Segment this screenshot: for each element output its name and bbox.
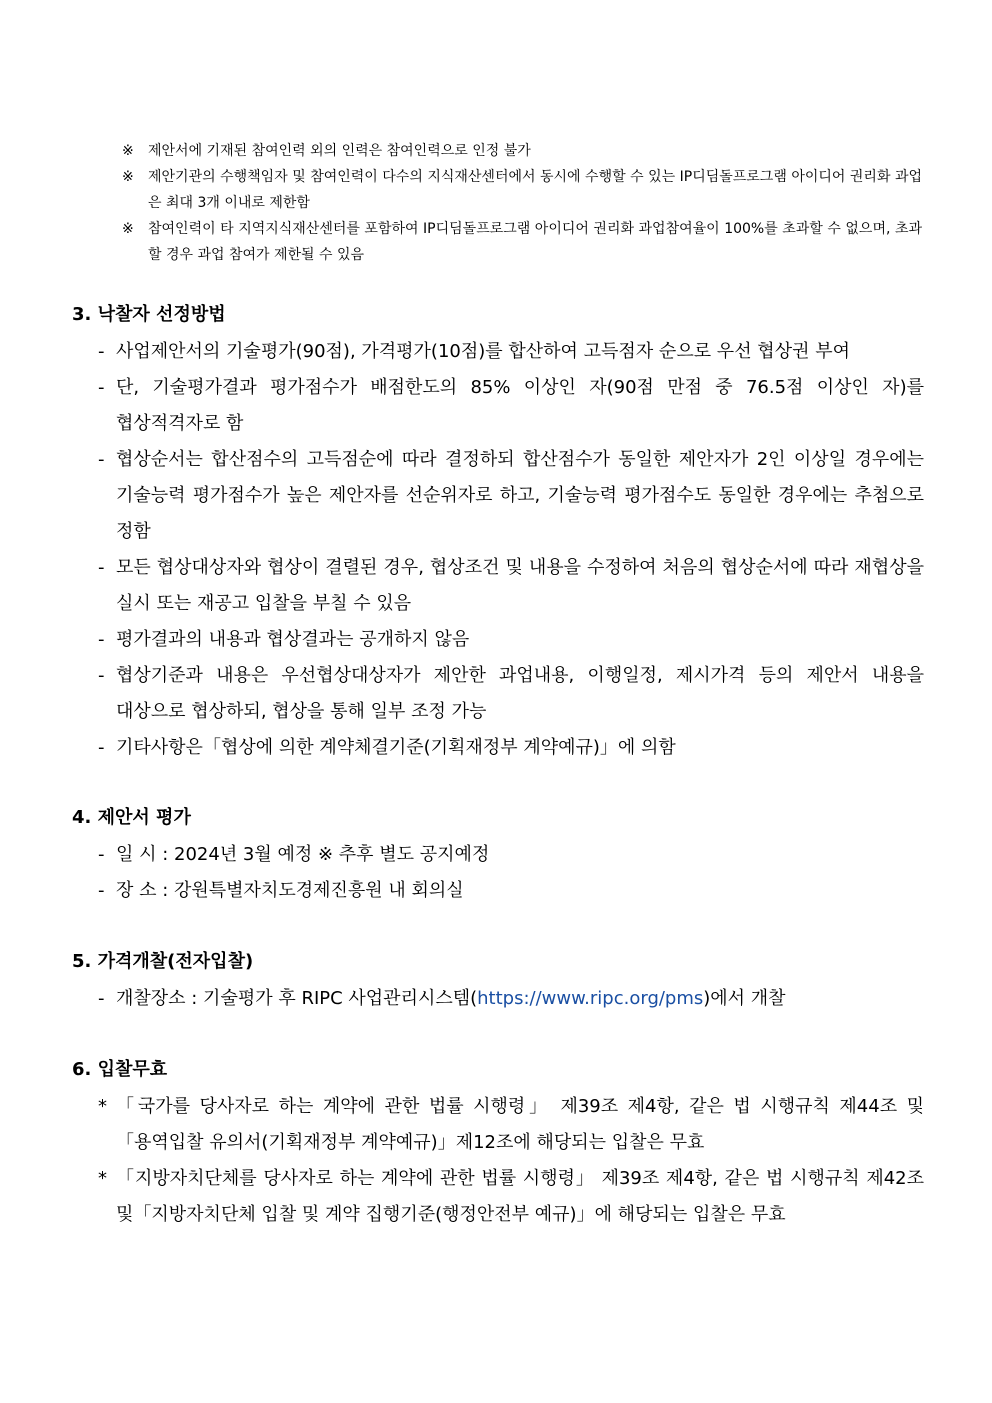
section-winner-selection	[72, 300, 924, 766]
note-item	[122, 138, 922, 164]
dash-bullet: -	[98, 665, 105, 686]
dash-bullet: -	[98, 557, 105, 578]
note-text: 참여인력이 타 지역지식재산센터를 포함하여 IP디딤돌프로그램 아이디어 권리화 과업참여율이 100%를 초과할 수 없으며, 초과할 경우 과업 참여가 제한될 수 있음	[148, 221, 922, 263]
item-text: 단, 기술평가결과 평가점수가 배점한도의 85% 이상인 자(90점 만점 중 76.5점 이상인 자)를 협상적격자로 함	[116, 377, 924, 434]
item-text: 일 시 : 2024년 3월 예정 ※ 추후 별도 공지예정	[116, 844, 490, 865]
dash-bullet: -	[98, 449, 105, 470]
list-item	[98, 334, 924, 370]
list-item	[98, 658, 924, 730]
pms-link[interactable]: https://www.ripc.org/pms	[477, 988, 704, 1009]
dash-bullet: -	[98, 844, 105, 865]
list-item	[98, 550, 924, 622]
dash-bullet: -	[98, 629, 105, 650]
section-price-opening	[72, 947, 924, 1017]
item-text: 기타사항은「협상에 의한 계약체결기준(기획재정부 계약예규)」에 의함	[116, 737, 676, 758]
note-text: 제안기관의 수행책임자 및 참여인력이 다수의 지식재산센터에서 동시에 수행할 수 있는 IP디딤돌프로그램 아이디어 권리화 과업은 최대 3개 이내로 제한함	[148, 169, 922, 211]
item-text: 사업제안서의 기술평가(90점), 가격평가(10점)를 합산하여 고득점자 순으로 우선 협상권 부여	[116, 341, 850, 362]
item-text-prefix: 개찰장소 : 기술평가 후 RIPC 사업관리시스템(	[116, 988, 478, 1009]
reference-mark: ※	[122, 143, 134, 159]
item-text: 장 소 : 강원특별자치도경제진흥원 내 회의실	[116, 880, 464, 901]
item-text: 모든 협상대상자와 협상이 결렬된 경우, 협상조건 및 내용을 수정하여 처음의 협상순서에 따라 재협상을 실시 또는 재공고 입찰을 부칠 수 있음	[116, 557, 924, 614]
star-bullet: *	[98, 1168, 107, 1189]
notes-block	[122, 138, 922, 268]
reference-mark: ※	[122, 169, 134, 185]
section-title: 4. 제안서 평가	[72, 807, 191, 828]
dash-bullet: -	[98, 737, 105, 758]
reference-mark: ※	[122, 221, 134, 237]
list-item	[98, 837, 924, 873]
section-title: 3. 낙찰자 선정방법	[72, 304, 226, 325]
list-item	[98, 622, 924, 658]
note-item	[122, 216, 922, 268]
dash-bullet: -	[98, 377, 105, 398]
list-item	[98, 873, 924, 909]
note-text: 제안서에 기재된 참여인력 외의 인력은 참여인력으로 인정 불가	[148, 143, 531, 159]
item-text: 「지방자치단체를 당사자로 하는 계약에 관한 법률 시행령」 제39조 제4항, 같은 법 시행규칙 제42조 및「지방자치단체 입찰 및 계약 집행기준(행정안전부 예규)」에 해당되는 입찰은 무효	[116, 1168, 924, 1225]
list-item	[98, 370, 924, 442]
dash-bullet: -	[98, 341, 105, 362]
item-text: 「국가를 당사자로 하는 계약에 관한 법률 시행령」 제39조 제4항, 같은 법 시행규칙 제44조 및 「용역입찰 유의서(기획재정부 계약예규)」제12조에 해당되는 입찰은 무효	[116, 1096, 924, 1153]
section-title: 6. 입찰무효	[72, 1059, 168, 1080]
list-item	[98, 442, 924, 550]
item-text	[116, 981, 924, 1017]
dash-bullet: -	[98, 988, 105, 1009]
list-item	[98, 981, 924, 1017]
section-proposal-evaluation	[72, 803, 924, 909]
note-item	[122, 164, 922, 216]
star-bullet: *	[98, 1096, 107, 1117]
item-text: 평가결과의 내용과 협상결과는 공개하지 않음	[116, 629, 470, 650]
list-item	[98, 1089, 924, 1161]
dash-bullet: -	[98, 880, 105, 901]
list-item	[98, 1161, 924, 1233]
section-bid-invalidity	[72, 1055, 924, 1233]
list-item	[98, 730, 924, 766]
item-text: 협상기준과 내용은 우선협상대상자가 제안한 과업내용, 이행일정, 제시가격 등의 제안서 내용을 대상으로 협상하되, 협상을 통해 일부 조정 가능	[116, 665, 924, 722]
item-text: 협상순서는 합산점수의 고득점순에 따라 결정하되 합산점수가 동일한 제안자가 2인 이상일 경우에는 기술능력 평가점수가 높은 제안자를 선순위자로 하고, 기술능력 평가점수도 동일한 경우에는 추첨으로 정함	[116, 449, 924, 542]
section-title: 5. 가격개찰(전자입찰)	[72, 951, 254, 972]
item-text-suffix: )에서 개찰	[703, 988, 786, 1009]
